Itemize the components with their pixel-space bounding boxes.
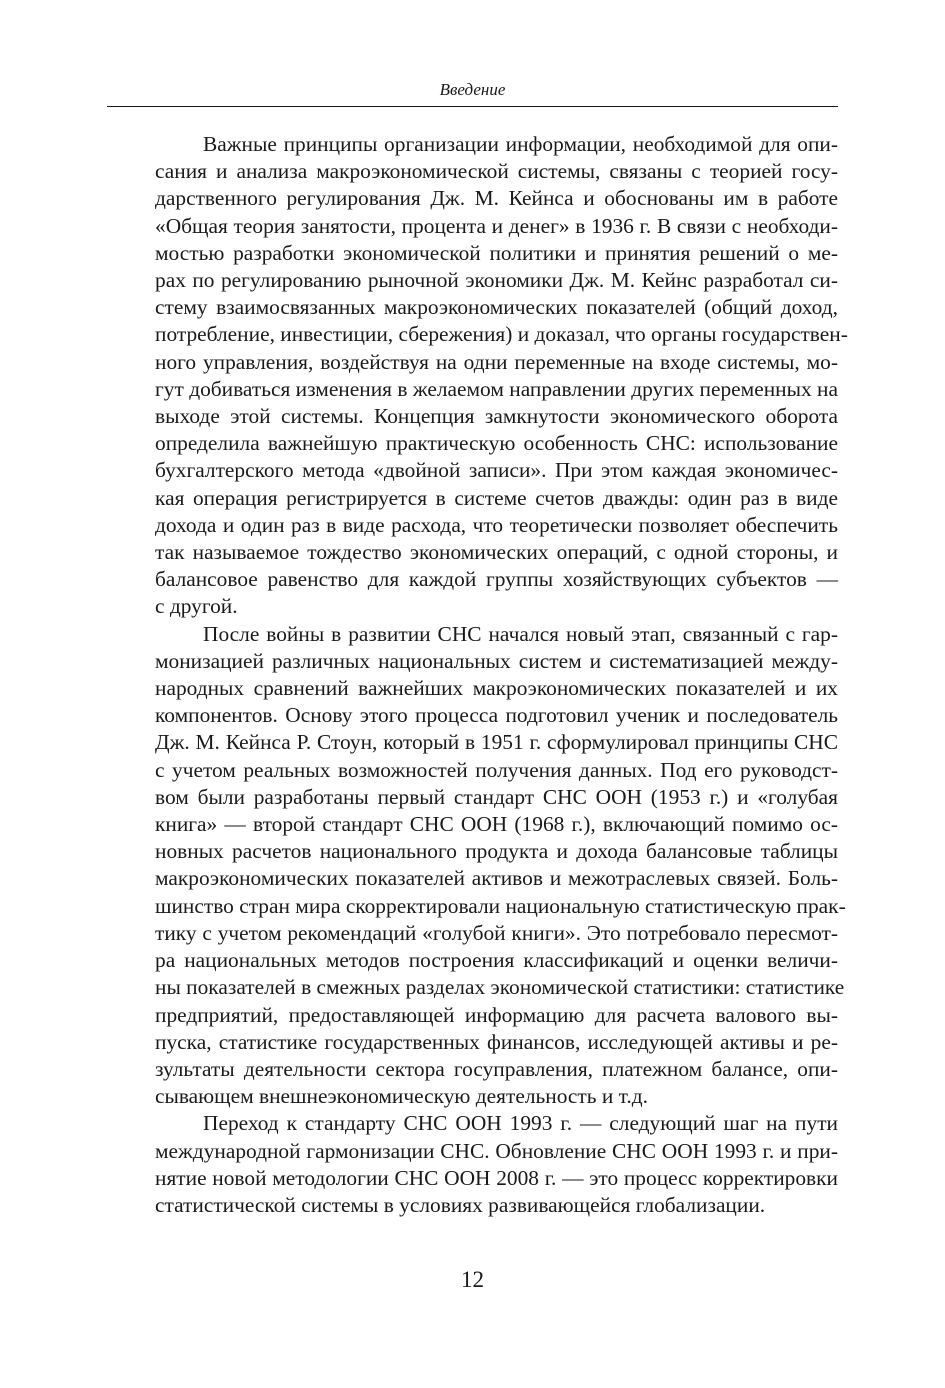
text-line: стему взаимосвязанных макроэкономических показателей (общий доход, (155, 295, 838, 320)
text-line: дохода и один раз в виде расхода, что теоретически позволяет обеспечить (155, 512, 838, 537)
text-line: с другой. (155, 594, 238, 619)
text-line: Важные принципы организации информации, необходимой для опи- (203, 132, 838, 156)
text-line: монизацией различных национальных систем и систематизацией между- (155, 648, 838, 673)
text-line: мостью разработки экономической политики и принятия решений о ме- (155, 240, 838, 265)
text-line: ного управления, воздействуя на одни переменные на входе системы, мо- (155, 349, 838, 374)
text-line: вом были разработаны первый стандарт СНС ООН (1953 г.) и «голубая (155, 784, 838, 809)
text-line: потребление, инвестиции, сбережения) и доказал, что органы государствен- (155, 322, 848, 347)
text-line: нятие новой методологии СНС ООН 2008 г. — это процесс корректировки (155, 1165, 838, 1190)
text-line: международной гармонизации СНС. Обновление СНС ООН 1993 г. и при- (155, 1138, 838, 1163)
text-line: сания и анализа макроэкономической системы, связаны с теорией госу- (155, 159, 838, 184)
text-line: определила важнейшую практическую особенность СНС: использование (155, 431, 838, 456)
text-line: ра национальных методов построения классификаций и оценки величи- (155, 948, 838, 973)
text-line: статистической системы в условиях развивающейся глобализации. (155, 1192, 766, 1217)
running-head-title: Введение (439, 80, 506, 99)
text-line: кая операция регистрируется в системе счетов дважды: один раз в виде (155, 485, 838, 510)
text-line: выходе этой системы. Концепция замкнутости экономического оборота (155, 404, 838, 429)
text-line: балансовое равенство для каждой группы хозяйствующих субъектов — (155, 567, 838, 592)
paragraph (107, 621, 846, 1111)
header-divider (107, 106, 838, 107)
text-line: гут добиваться изменения в желаемом направлении других переменных на (155, 376, 838, 401)
text-line: рах по регулированию рыночной экономики Дж. М. Кейнс разработал си- (155, 268, 838, 293)
text-line: с учетом реальных возможностей получения данных. Под его руководст- (155, 757, 838, 782)
paragraph (107, 1110, 838, 1219)
text-line: новных расчетов национального продукта и дохода балансовые таблицы (155, 839, 838, 864)
text-line: После войны в развитии СНС начался новый этап, связанный с гар- (203, 621, 838, 646)
page-number: 12 (461, 1267, 484, 1292)
text-line: компонентов. Основу этого процесса подготовил ученик и последователь (155, 703, 838, 728)
text-line: макроэкономических показателей активов и межотраслевых связей. Боль- (155, 866, 838, 891)
text-line: народных сравнений важнейших макроэкономических показателей и их (155, 676, 838, 701)
text-line: шинство стран мира скорректировали национальную статистическую прак- (155, 893, 846, 918)
text-line: сывающем внешнеэкономическую деятельность и т.д. (155, 1084, 648, 1109)
text-line: ны показателей в смежных разделах экономической статистики: статистике (155, 975, 845, 1000)
body-text (107, 131, 848, 1219)
text-line: предприятий, предоставляющей информацию для расчета валового вы- (155, 1002, 838, 1027)
text-line: дарственного регулирования Дж. М. Кейнса и обоснованы им в работе (155, 186, 838, 211)
text-line: «Общая теория занятости, процента и денег» в 1936 г. В связи с необходи- (155, 213, 838, 238)
text-line: пуска, статистике государственных финансов, исследующей активы и ре- (155, 1029, 838, 1054)
text-line: книга» — второй стандарт СНС ООН (1968 г.), включающий помимо ос- (155, 812, 838, 837)
text-line: так называемое тождество экономических операций, с одной стороны, и (155, 540, 838, 565)
text-line: тику с учетом рекомендаций «голубой книги». Это потребовало пересмот- (155, 920, 838, 945)
text-line: зультаты деятельности сектора госуправления, платежном балансе, опи- (155, 1056, 838, 1081)
text-line: бухгалтерского метода «двойной записи». При этом каждая экономичес- (155, 458, 838, 483)
text-line: Дж. М. Кейнса Р. Стоун, который в 1951 г. сформулировал принципы СНС (155, 730, 838, 755)
text-line: Переход к стандарту СНС ООН 1993 г. — следующий шаг на пути (203, 1111, 838, 1136)
paragraph (107, 131, 848, 621)
